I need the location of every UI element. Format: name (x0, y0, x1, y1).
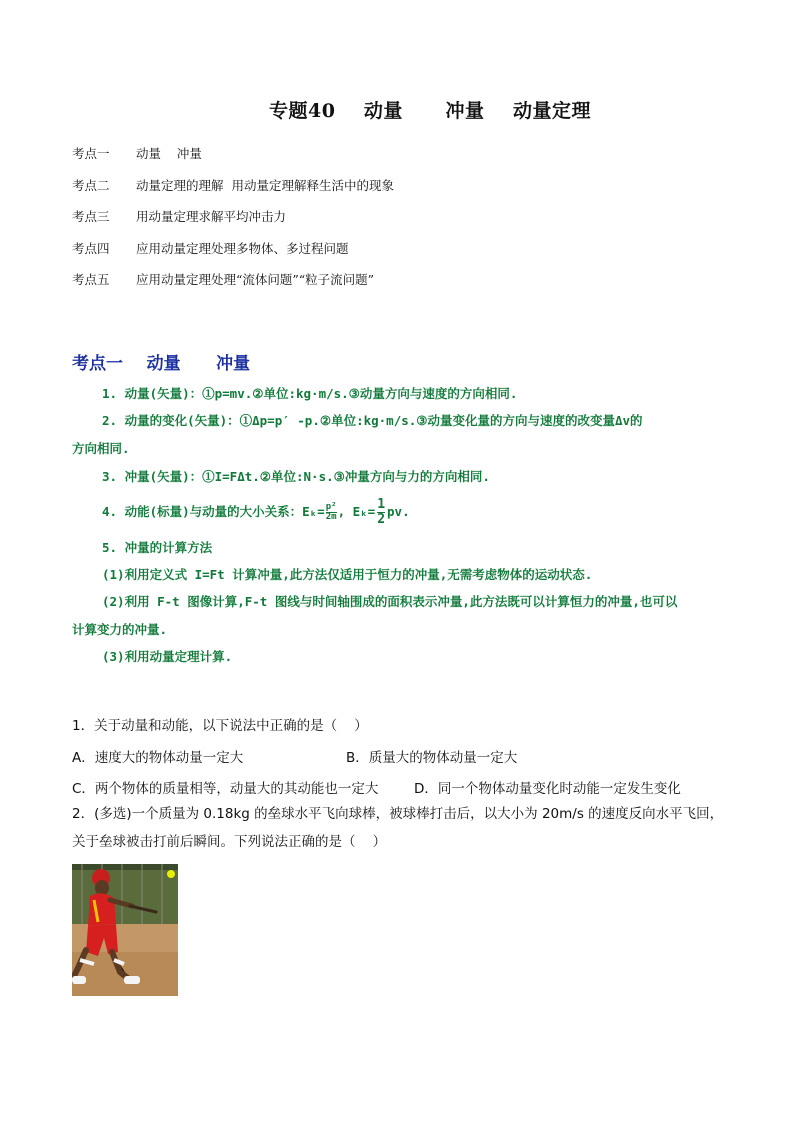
toc-item-number: 考点五 (72, 272, 110, 287)
softball-batter-photo (72, 864, 178, 996)
page-title: 专题40 动量 冲量 动量定理 (268, 100, 592, 122)
point-impulse-methods: 5. 冲量的计算方法 (102, 540, 213, 555)
method-theorem: (3)利用动量定理计算. (102, 649, 233, 664)
toc-item (72, 176, 394, 208)
point-impulse: 3. 冲量(矢量)：①I=FΔt.②单位:N·s.③冲量方向与力的方向相同. (102, 469, 490, 484)
fraction-p2-over-2m (326, 503, 337, 522)
method-ft-graph: (2)利用 F-t 图像计算,F-t 图线与时间轴围成的面积表示冲量,此方法既可以计算恒力的冲量,也可以 (102, 594, 678, 609)
toc-item (72, 270, 394, 302)
question-2: 2．(多选)一个质量为 0.18kg 的垒球水平飞向球棒，被球棒打击后，以大小为 20m/s 的速度反向水平飞回， (72, 806, 724, 822)
toc-item-number: 考点二 (72, 177, 110, 193)
toc-item (72, 239, 394, 271)
point-kinetic-relation (102, 498, 410, 527)
toc-item-text: 动量定理的理解 用动量定理解释生活中的现象 (136, 177, 394, 193)
kinetic-relation-prefix: 4. 动能(标量)与动量的大小关系：Eₖ= (102, 504, 325, 519)
method-definition: (1)利用定义式 I=Ft 计算冲量,此方法仅适用于恒力的冲量,无需考虑物体的运动状态. (102, 567, 593, 582)
option-b: B．质量大的物体动量一定大 (346, 750, 518, 766)
option-d: D．同一个物体动量变化时动能一定发生变化 (414, 781, 681, 797)
option-c: C．两个物体的质量相等，动量大的其动能也一定大 (72, 781, 379, 797)
option-a: A．速度大的物体动量一定大 (72, 750, 244, 766)
fraction-one-half (377, 498, 385, 527)
toc (72, 144, 394, 302)
toc-item-text: 动量 冲量 (136, 146, 202, 161)
fraction-denominator: 2m (325, 512, 337, 522)
toc-item-text: 应用动量定理处理“流体问题”“粒子流问题” (136, 272, 375, 287)
fraction-numerator: p² (325, 502, 337, 512)
section-heading: 考点一 动量 冲量 (72, 354, 251, 374)
point-momentum-change: 2. 动量的变化(矢量)：①Δp=p′ -p.②单位:kg·m/s.③动量变化量的方向与速度的改变量Δv的 (102, 413, 643, 428)
toc-item-text: 应用动量定理处理多物体、多过程问题 (136, 240, 349, 256)
toc-item-number: 考点一 (72, 146, 110, 161)
fraction-denominator: 2 (377, 512, 386, 527)
toc-item (72, 207, 394, 239)
point-momentum: 1. 动量(矢量)：①p=mv.②单位:kg·m/s.③动量方向与速度的方向相同. (102, 386, 518, 401)
softball-batter-illustration (72, 864, 178, 996)
toc-item-number: 考点四 (72, 240, 110, 256)
method-ft-graph-cont: 计算变力的冲量. (72, 622, 168, 637)
toc-item (72, 144, 394, 176)
question-2-cont: 关于垒球被击打前后瞬间。下列说法正确的是（ ） (72, 834, 387, 850)
kinetic-relation-suffix: pv. (387, 504, 410, 519)
toc-item-number: 考点三 (72, 209, 110, 224)
kinetic-relation-mid: , Eₖ= (337, 504, 376, 519)
point-momentum-change-cont: 方向相同. (72, 441, 130, 456)
fraction-numerator: 1 (377, 497, 386, 512)
question-1: 1．关于动量和动能，以下说法中正确的是（ ） (72, 718, 368, 734)
toc-item-text: 用动量定理求解平均冲击力 (136, 209, 287, 224)
